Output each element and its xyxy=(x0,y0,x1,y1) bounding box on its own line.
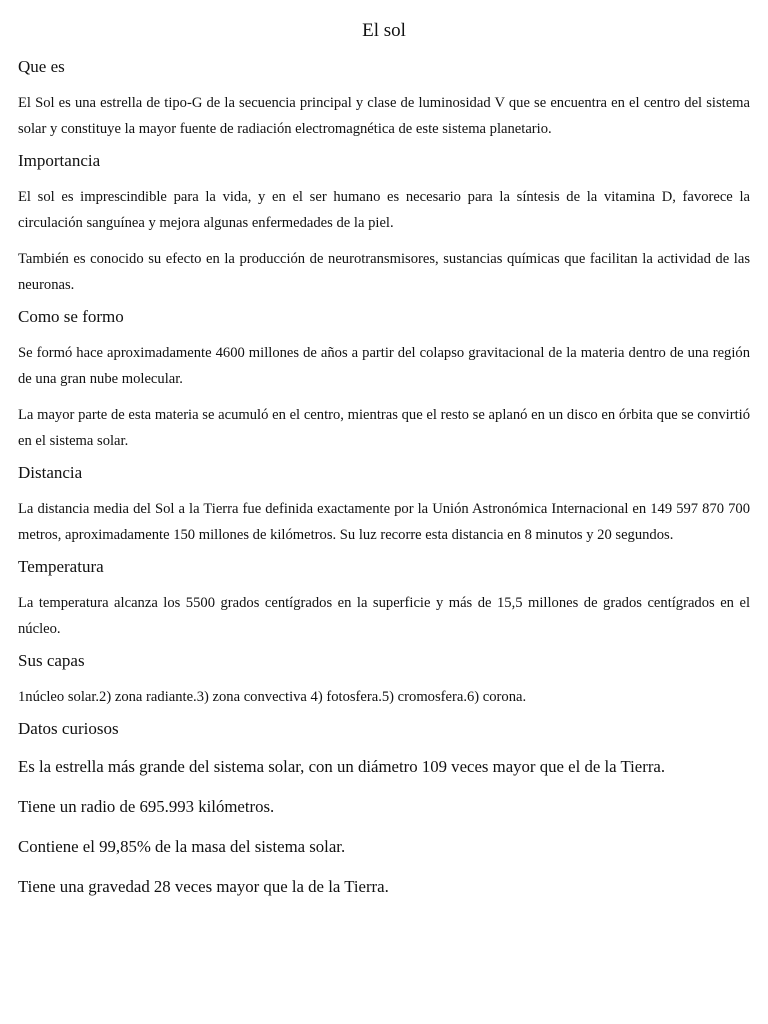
section-heading-distancia: Distancia xyxy=(18,463,83,482)
section-heading-como-se-formo: Como se formo xyxy=(18,307,124,326)
paragraph-importancia-2: También es conocido su efecto en la producción de neurotransmisores, sustancias químicas que facilitan la actividad de las neuronas. xyxy=(18,251,750,293)
list-item: Tiene un radio de 695.993 kilómetros. xyxy=(18,797,275,816)
paragraph-distancia: La distancia media del Sol a la Tierra fue definida exactamente por la Unión Astronómica Internacional en 149 597 870 700 metros, aproximadamente 150 millones de kilómetros. Su luz recorre esta distancia en 8 minutos y 20 segundos. xyxy=(18,501,750,543)
page-title: El sol xyxy=(362,20,406,41)
paragraph-como-se-formo-2: La mayor parte de esta materia se acumuló en el centro, mientras que el resto se aplanó en un disco en órbita que se convirtió en el sistema solar. xyxy=(18,407,750,449)
section-heading-sus-capas: Sus capas xyxy=(18,651,85,670)
section-heading-temperatura: Temperatura xyxy=(18,557,104,576)
section-heading-datos-curiosos: Datos curiosos xyxy=(18,719,119,738)
section-heading-que-es: Que es xyxy=(18,57,65,76)
paragraph-importancia-1: El sol es imprescindible para la vida, y en el ser humano es necesario para la síntesis de la vitamina D, favorece la circulación sanguínea y mejora algunas enfermedades de la piel. xyxy=(18,189,750,231)
section-heading-importancia: Importancia xyxy=(18,151,101,170)
paragraph-que-es: El Sol es una estrella de tipo-G de la secuencia principal y clase de luminosidad V que se encuentra en el centro del sistema solar y constituye la mayor fuente de radiación electromagnética de este sistema planetario. xyxy=(18,95,750,137)
paragraph-como-se-formo-1: Se formó hace aproximadamente 4600 millones de años a partir del colapso gravitacional de la materia dentro de una región de una gran nube molecular. xyxy=(18,345,750,387)
list-item: Tiene una gravedad 28 veces mayor que la de la Tierra. xyxy=(18,877,389,896)
paragraph-temperatura: La temperatura alcanza los 5500 grados centígrados en la superficie y más de 15,5 millones de grados centígrados en el núcleo. xyxy=(18,595,750,637)
list-item: Contiene el 99,85% de la masa del sistema solar. xyxy=(18,837,346,856)
paragraph-sus-capas: 1núcleo solar.2) zona radiante.3) zona convectiva 4) fotosfera.5) cromosfera.6) corona. xyxy=(18,689,527,705)
list-item: Es la estrella más grande del sistema solar, con un diámetro 109 veces mayor que el de la Tierra. xyxy=(18,757,666,776)
